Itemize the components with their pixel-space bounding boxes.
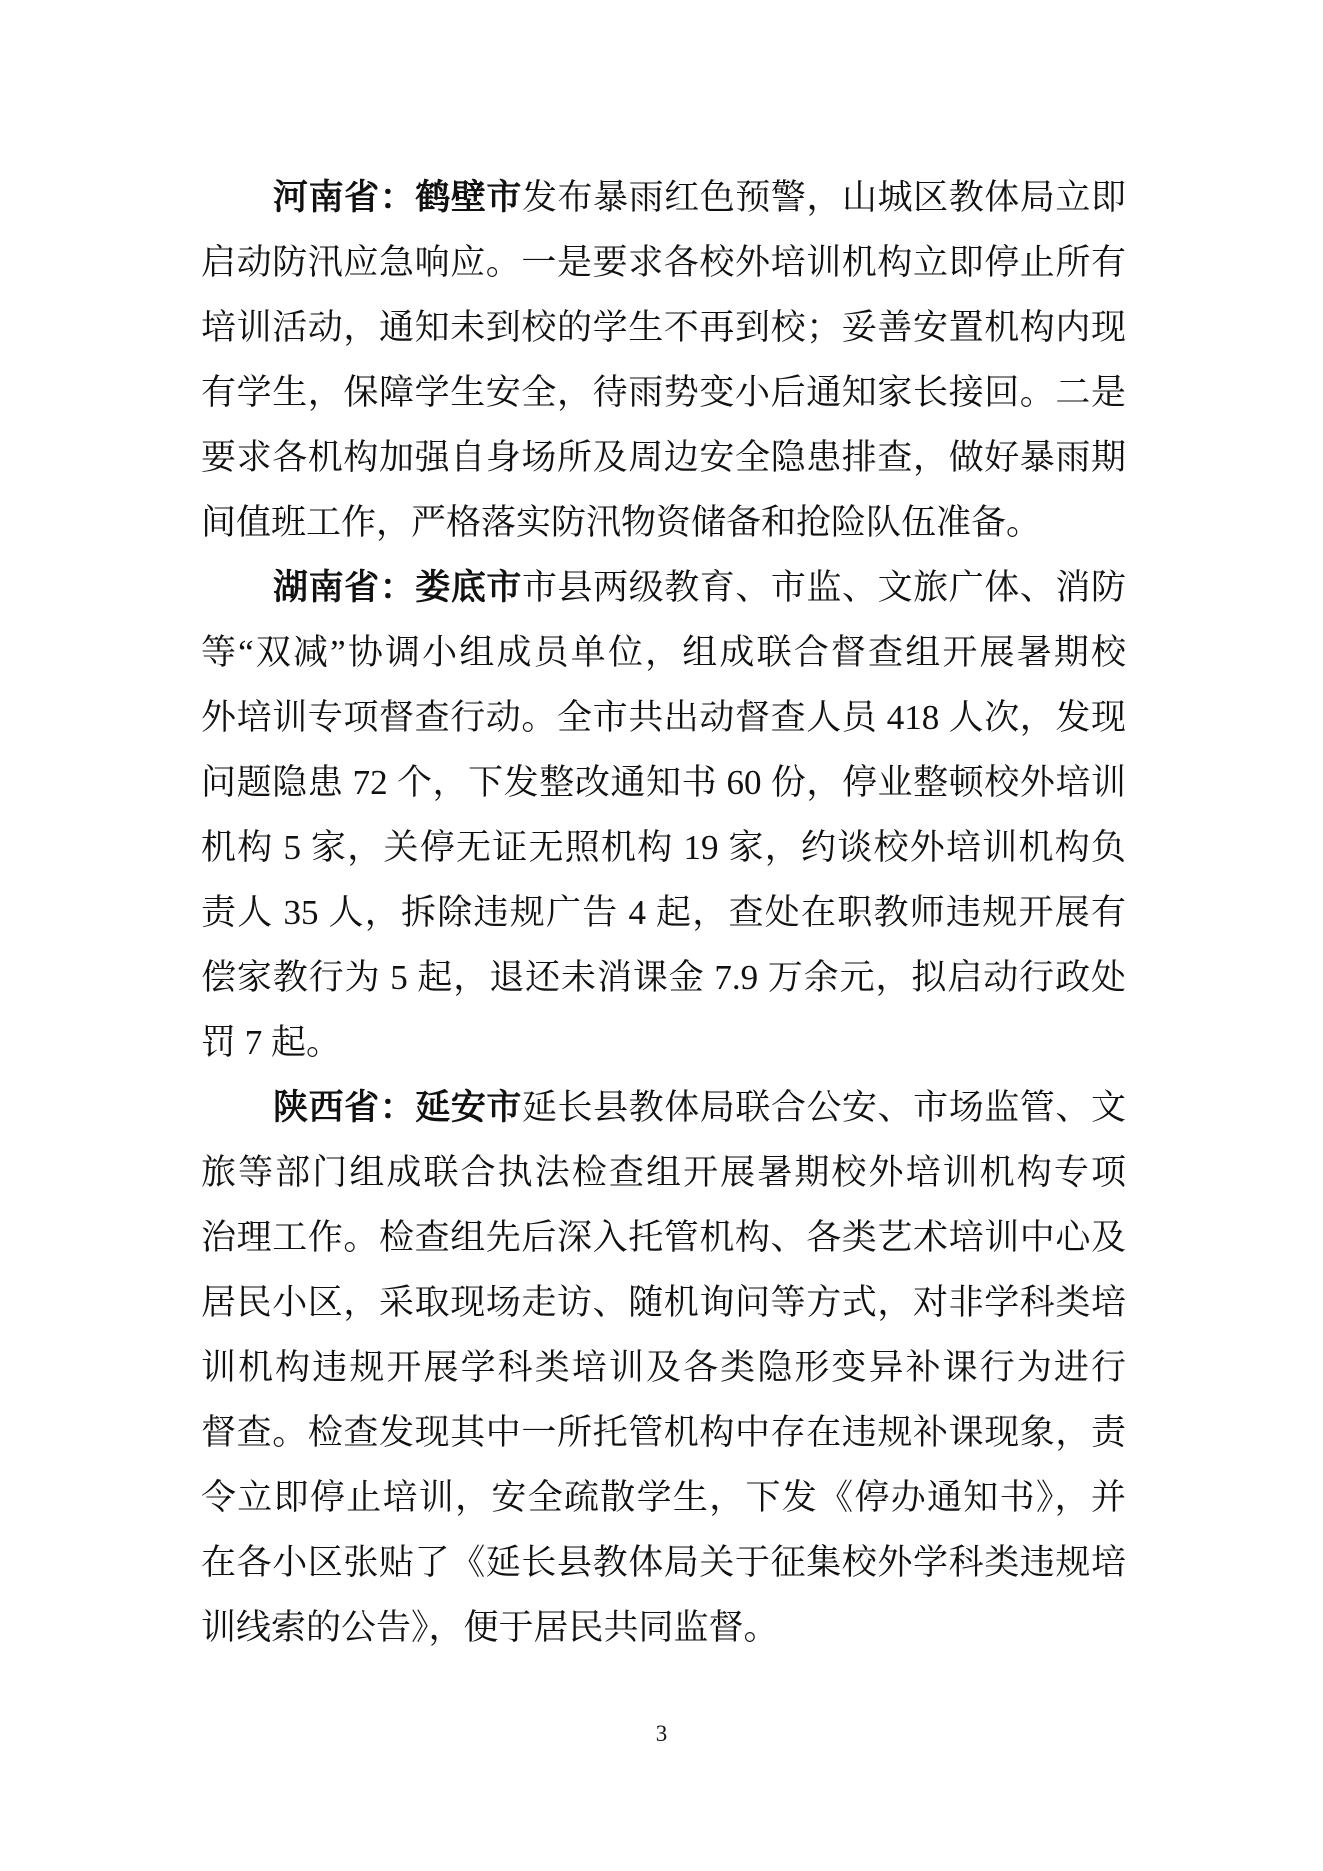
paragraph-line [201, 1075, 1126, 1140]
paragraph-line-text: 发布暴雨红色预警，山城区教体局立即 [521, 178, 1126, 217]
paragraph-lead: 河南省：鹤壁市 [273, 178, 522, 217]
paragraph-line: 机构 5 家，关停无证无照机构 19 家，约谈校外培训机构负 [201, 828, 1126, 867]
paragraph-line: 启动防汛应急响应。一是要求各校外培训机构立即停止所有 [201, 243, 1126, 282]
paragraph-line: 等“双减”协调小组成员单位，组成联合督查组开展暑期校 [201, 633, 1126, 672]
paragraph-line: 督查。检查发现其中一所托管机构中存在违规补课现象，责 [201, 1413, 1126, 1452]
paragraph-shaanxi [201, 1075, 1126, 1660]
paragraph-line: 要求各机构加强自身场所及周边安全隐患排查，做好暴雨期 [201, 438, 1126, 477]
paragraph-line: 治理工作。检查组先后深入托管机构、各类艺术培训中心及 [201, 1218, 1126, 1257]
paragraph-line: 训机构违规开展学科类培训及各类隐形变异补课行为进行 [201, 1348, 1126, 1387]
paragraph-line: 罚 7 起。 [201, 1023, 342, 1062]
paragraph-line: 外培训专项督查行动。全市共出动督查人员 418 人次，发现 [201, 698, 1126, 737]
paragraph-henan [201, 165, 1126, 555]
paragraph-line: 居民小区，采取现场走访、随机询问等方式，对非学科类培 [201, 1283, 1126, 1322]
paragraph-line-text: 延长县教体局联合公安、市场监管、文 [521, 1088, 1126, 1127]
paragraph-line: 偿家教行为 5 起，退还未消课金 7.9 万余元，拟启动行政处 [201, 958, 1126, 997]
paragraph-lead: 陕西省：延安市 [273, 1088, 522, 1127]
document-body [201, 165, 1126, 1660]
paragraph-line: 有学生，保障学生安全，待雨势变小后通知家长接回。二是 [201, 373, 1126, 412]
paragraph-line: 在各小区张贴了《延长县教体局关于征集校外学科类违规培 [201, 1543, 1126, 1582]
paragraph-line: 间值班工作，严格落实防汛物资储备和抢险队伍准备。 [201, 503, 1042, 542]
paragraph-line-text: 市县两级教育、市监、文旅广体、消防 [521, 568, 1126, 607]
paragraph-line: 旅等部门组成联合执法检查组开展暑期校外培训机构专项 [201, 1153, 1126, 1192]
paragraph-hunan [201, 555, 1126, 1075]
paragraph-line [201, 555, 1126, 620]
paragraph-line: 训线索的公告》，便于居民共同监督。 [201, 1608, 779, 1647]
paragraph-line: 责人 35 人，拆除违规广告 4 起，查处在职教师违规开展有 [201, 893, 1126, 932]
paragraph-line: 令立即停止培训，安全疏散学生，下发《停办通知书》，并 [201, 1478, 1126, 1517]
paragraph-line: 问题隐患 72 个，下发整改通知书 60 份，停业整顿校外培训 [201, 763, 1126, 802]
paragraph-lead: 湖南省：娄底市 [273, 568, 522, 607]
paragraph-line: 培训活动，通知未到校的学生不再到校；妥善安置机构内现 [201, 308, 1126, 347]
paragraph-line [201, 165, 1126, 230]
page-number: 3 [655, 1721, 668, 1746]
